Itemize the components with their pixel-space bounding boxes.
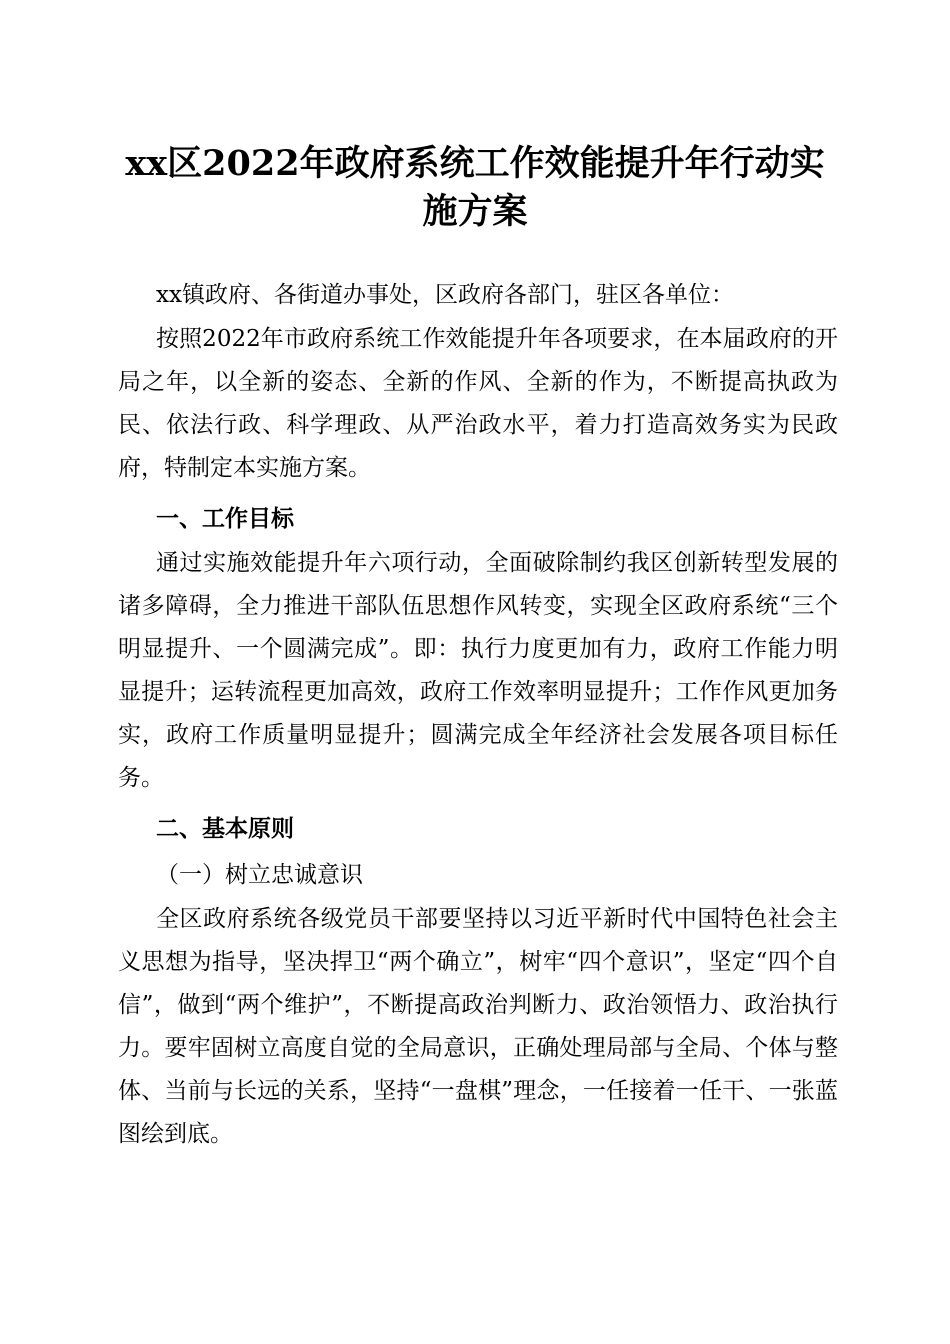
salutation: xx镇政府、各街道办事处，区政府各部门，驻区各单位： [156, 282, 734, 308]
section-2-sub-1-paragraph: 全区政府系统各级党员干部要坚持以习近平新时代中国特色社会主义思想为指导，坚决捍卫“两个确立”，树牢“四个意识”，坚定“四个自信”，做到“两个维护”，不断提高政治判断力、政治领悟力、政治执行力。要牢固树立高度自觉的全局意识，正确处理局部与全局、个体与整体、当前与长远的关系，坚持“一盘棋”理念，一任接着一任干、一张蓝图绘到底。 [118, 906, 838, 1147]
section-1-heading: 一、工作目标 [156, 506, 294, 532]
section-1-paragraph: 通过实施效能提升年六项行动，全面破除制约我区创新转型发展的诸多障碍，全力推进干部队伍思想作风转变，实现全区政府系统“三个明显提升、一个圆满完成”。即：执行力度更加有力，政府工作能力明显提升；运转流程更加高效，政府工作效率明显提升；工作作风更加务实，政府工作质量明显提升；圆满完成全年经济社会发展各项目标任务。 [118, 550, 838, 791]
section-2-heading: 二、基本原则 [156, 816, 294, 842]
section-2-sub-1-heading: （一）树立忠诚意识 [156, 862, 363, 888]
intro-paragraph: 按照2022年市政府系统工作效能提升年各项要求，在本届政府的开局之年，以全新的姿态、全新的作风、全新的作为，不断提高执政为民、依法行政、科学理政、从严治政水平，着力打造高效务实为民政府，特制定本实施方案。 [118, 326, 838, 481]
document-title-line-1: xx区2022年政府系统工作效能提升年行动实 [125, 143, 825, 184]
document-title-line-2: 施方案 [422, 191, 528, 232]
